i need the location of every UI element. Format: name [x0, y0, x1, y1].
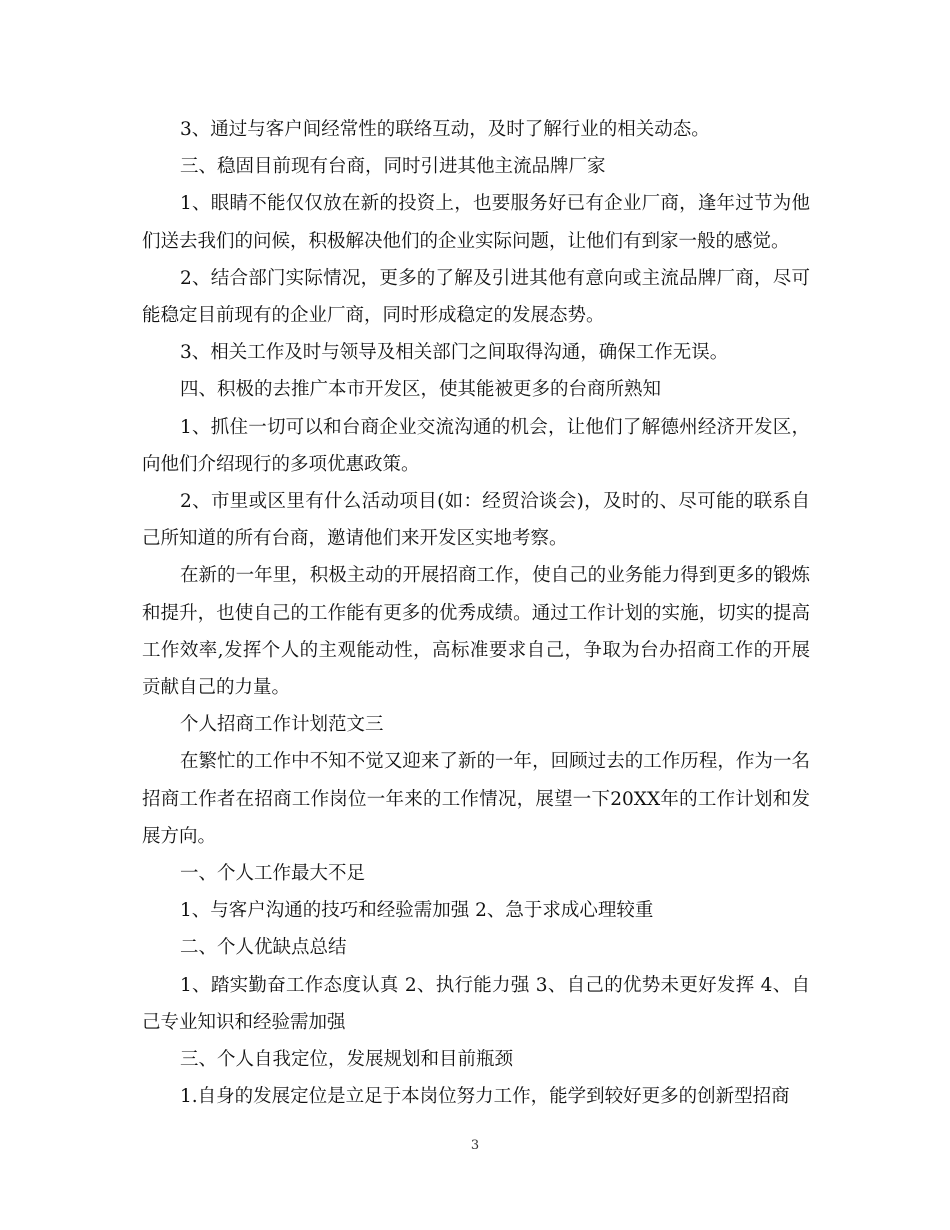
- document-body: [142, 111, 810, 1115]
- section-heading: 四、积极的去推广本市开发区，使其能被更多的台商所熟知: [180, 379, 662, 401]
- paragraph: 1.自身的发展定位是立足于本岗位努力工作，能学到较好更多的创新型招商: [180, 1086, 790, 1108]
- section-heading: 三、稳固目前现有台商，同时引进其他主流品牌厂家: [180, 156, 606, 178]
- section-heading: 一、个人工作最大不足: [180, 863, 366, 885]
- paragraph: 3、相关工作及时与领导及相关部门之间取得沟通，确保工作无误。: [180, 342, 729, 364]
- paragraph: 2、市里或区里有什么活动项目(如：经贸洽谈会)，及时的、尽可能的联系自己所知道的所有台商，邀请他们来开发区实地考察。: [142, 491, 810, 550]
- paragraph: 1、踏实勤奋工作态度认真 2、执行能力强 3、自己的优势未更好发挥 4、自己专业知识和经验需加强: [142, 974, 810, 1033]
- paragraph: 在新的一年里，积极主动的开展招商工作，使自己的业务能力得到更多的锻炼和提升，也使自己的工作能有更多的优秀成绩。通过工作计划的实施，切实的提高工作效率,发挥个人的主观能动性，高标准要求自己，争取为台办招商工作的开展贡献自己的力量。: [142, 565, 810, 699]
- section-heading: 三、个人自我定位，发展规划和目前瓶颈: [180, 1049, 514, 1071]
- page-number: 3: [470, 1138, 480, 1153]
- paragraph: 2、结合部门实际情况，更多的了解及引进其他有意向或主流品牌厂商，尽可能稳定目前现有的企业厂商，同时形成稳定的发展态势。: [142, 267, 810, 327]
- section-heading: 二、个人优缺点总结: [180, 937, 347, 959]
- paragraph: 在繁忙的工作中不知不觉又迎来了新的一年，回顾过去的工作历程，作为一名招商工作者在招商工作岗位一年来的工作情况，展望一下20XX年的工作计划和发展方向。: [142, 751, 810, 847]
- paragraph: 1、抓住一切可以和台商企业交流沟通的机会，让他们了解德州经济开发区，向他们介绍现行的多项优惠政策。: [142, 416, 810, 475]
- paragraph: 3、通过与客户间经常性的联络互动，及时了解行业的相关动态。: [180, 119, 710, 140]
- paragraph: 1、眼睛不能仅仅放在新的投资上，也要服务好已有企业厂商，逢年过节为他们送去我们的问候，积极解决他们的企业实际问题，让他们有到家一般的感觉。: [142, 193, 810, 252]
- article-title: 个人招商工作计划范文三: [180, 714, 384, 736]
- paragraph: 1、与客户沟通的技巧和经验需加强 2、急于求成心理较重: [180, 900, 654, 922]
